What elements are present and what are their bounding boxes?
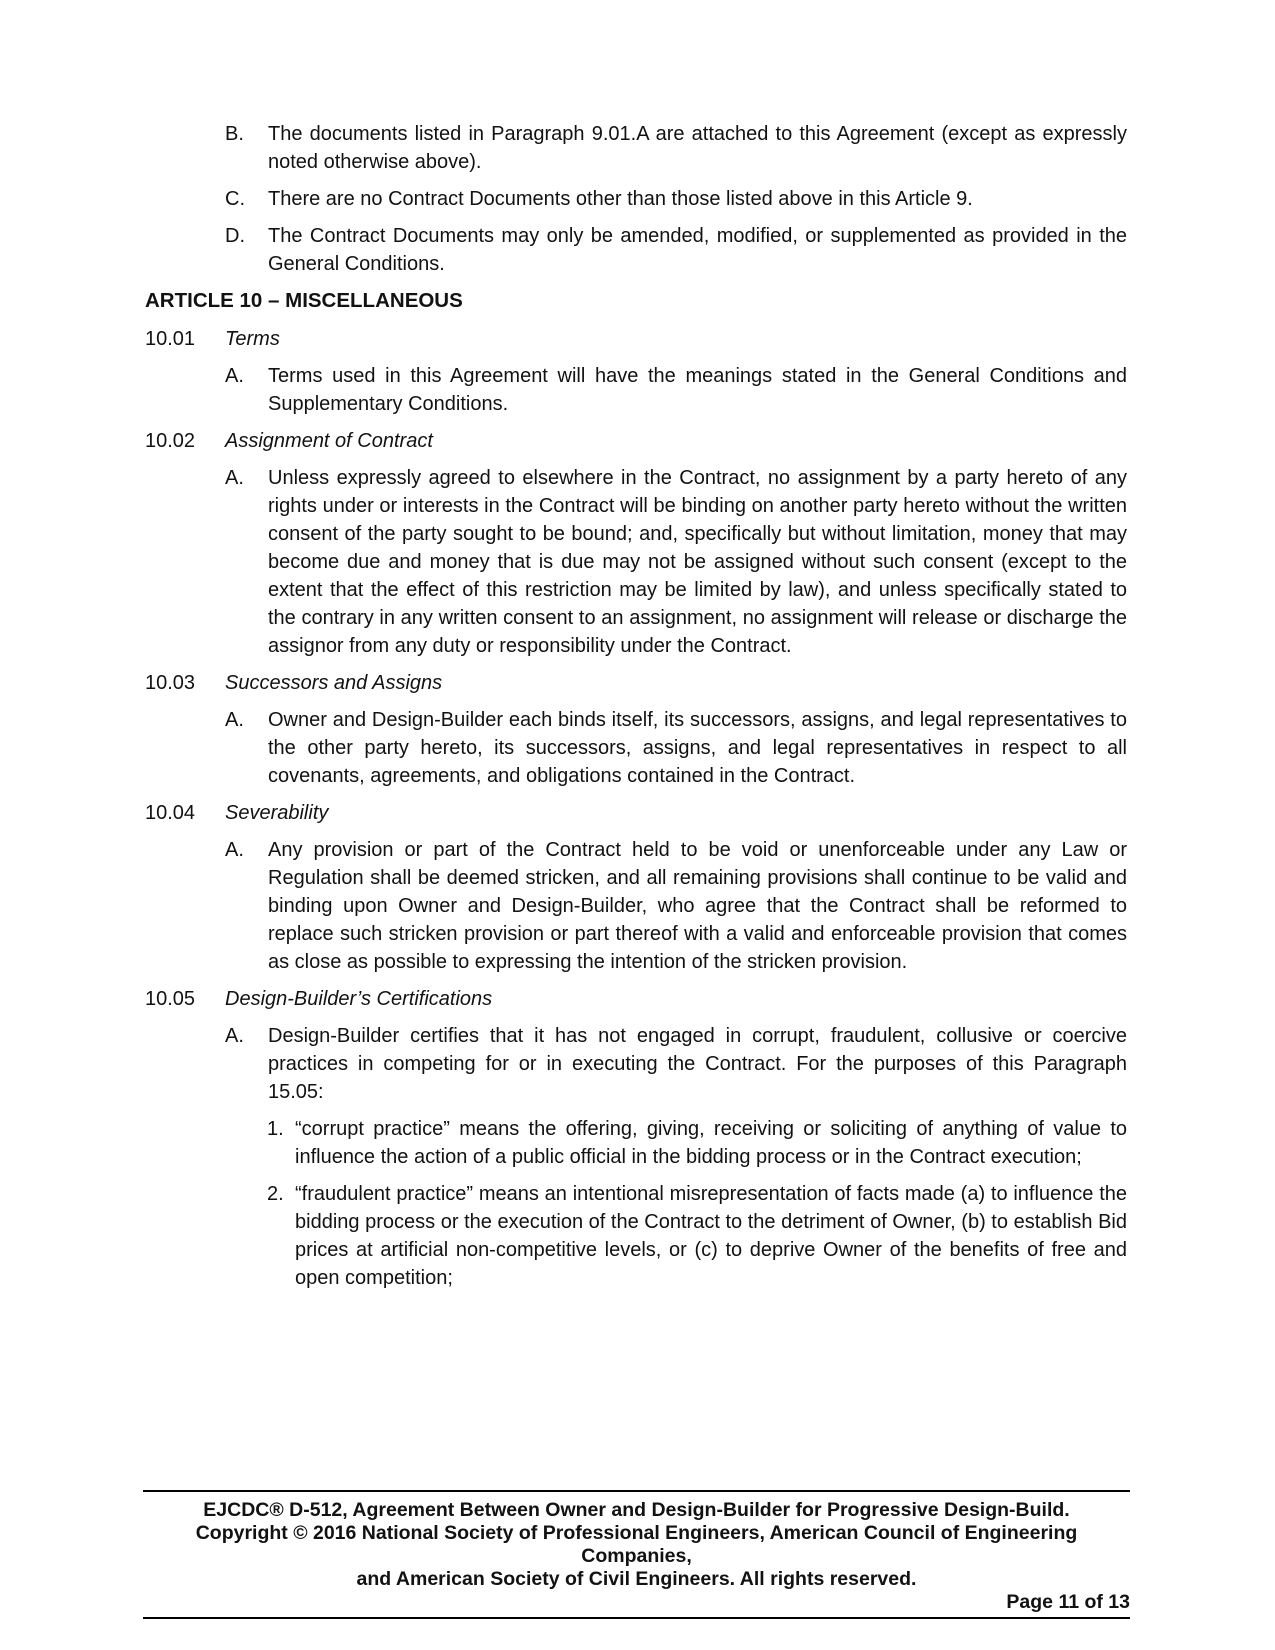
list-item-marker: A. bbox=[225, 709, 244, 731]
section-title: Assignment of Contract bbox=[225, 430, 433, 452]
list-item-marker: A. bbox=[225, 1025, 244, 1047]
section-heading bbox=[145, 427, 1127, 455]
list-item bbox=[225, 222, 1127, 278]
list-item bbox=[225, 836, 1127, 976]
section-heading bbox=[145, 985, 1127, 1013]
article-heading: ARTICLE 10 – MISCELLANEOUS bbox=[145, 289, 463, 312]
document-blocks bbox=[145, 120, 1127, 1301]
list-item-text: “corrupt practice” means the offering, giving, receiving or soliciting of anything of value to influence the action of a public official in the bidding process or in the Contract execution; bbox=[295, 1118, 1127, 1168]
list-item-marker: A. bbox=[225, 839, 244, 861]
list-item bbox=[225, 362, 1127, 418]
list-item-marker: 1. bbox=[267, 1118, 284, 1140]
list-item-text: Owner and Design-Builder each binds itself, its successors, assigns, and legal representatives to the other party hereto, its successors, assigns, and legal representatives in respect to all covenants, agreements, and obligations contained in the Contract. bbox=[268, 709, 1127, 787]
section-title: Successors and Assigns bbox=[225, 672, 443, 694]
list-item-text: “fraudulent practice” means an intentional misrepresentation of facts made (a) to influence the bidding process or the execution of the Contract to the detriment of Owner, (b) to establish Bid prices at artificial non-competitive levels, or (c) to deprive Owner of the benefits of free and open competition; bbox=[295, 1183, 1127, 1289]
footer-rights-line: and American Society of Civil Engineers. All rights reserved. bbox=[356, 1568, 917, 1590]
section-title: Terms bbox=[225, 328, 280, 350]
section-number: 10.02 bbox=[145, 430, 196, 452]
list-item bbox=[225, 706, 1127, 790]
list-item bbox=[225, 185, 1127, 213]
list-item-text: Design-Builder certifies that it has not engaged in corrupt, fraudulent, collusive or coercive practices in competing for or in executing the Contract. For the purposes of this Paragraph 15.05: bbox=[268, 1025, 1127, 1103]
list-item-marker: A. bbox=[225, 365, 244, 387]
footer-title-line: EJCDC® D-512, Agreement Between Owner and Design-Builder for Progressive Design-Build. bbox=[203, 1499, 1070, 1521]
list-item bbox=[225, 120, 1127, 176]
section-number: 10.04 bbox=[145, 802, 196, 824]
section-number: 10.01 bbox=[145, 328, 196, 350]
section-heading bbox=[145, 325, 1127, 353]
list-item bbox=[267, 1180, 1127, 1292]
footer-copyright-line: Copyright © 2016 National Society of Professional Engineers, American Council of Engineering Companies, bbox=[195, 1522, 1078, 1567]
list-item-text: There are no Contract Documents other than those listed above in this Article 9. bbox=[268, 188, 973, 210]
section-title: Severability bbox=[225, 802, 329, 824]
section-heading bbox=[145, 799, 1127, 827]
list-item-marker: B. bbox=[225, 123, 244, 145]
section-heading bbox=[145, 669, 1127, 697]
list-item-text: Any provision or part of the Contract held to be void or unenforceable under any Law or Regulation shall be deemed stricken, and all remaining provisions shall continue to be valid and binding upon Owner and Design-Builder, who agree that the Contract shall be reformed to replace such stricken provision or part thereof with a valid and enforceable provision that comes as close as possible to expressing the intention of the stricken provision. bbox=[268, 839, 1127, 973]
list-item-marker: D. bbox=[225, 225, 245, 247]
section-number: 10.03 bbox=[145, 672, 196, 694]
list-item bbox=[267, 1115, 1127, 1171]
list-item-marker: A. bbox=[225, 467, 244, 489]
section-title: Design-Builder’s Certifications bbox=[225, 988, 493, 1010]
list-item-text: The Contract Documents may only be amended, modified, or supplemented as provided in the General Conditions. bbox=[268, 225, 1127, 275]
page-footer bbox=[143, 1490, 1130, 1619]
list-item-marker: C. bbox=[225, 188, 245, 210]
list-item-text: The documents listed in Paragraph 9.01.A are attached to this Agreement (except as expressly noted otherwise above). bbox=[268, 123, 1127, 173]
list-item bbox=[225, 464, 1127, 660]
list-item-marker: 2. bbox=[267, 1183, 284, 1205]
section-number: 10.05 bbox=[145, 988, 196, 1010]
list-item-text: Unless expressly agreed to elsewhere in the Contract, no assignment by a party hereto of any rights under or interests in the Contract will be binding on another party hereto without the written consent of the party sought to be bound; and, specifically but without limitation, money that may become due and money that is due may not be assigned without such consent (except to the extent that the effect of this restriction may be limited by law), and unless specifically stated to the contrary in any written consent to an assignment, no assignment will release or discharge the assignor from any duty or responsibility under the Contract. bbox=[268, 467, 1127, 657]
list-item bbox=[225, 1022, 1127, 1106]
list-item-text: Terms used in this Agreement will have the meanings stated in the General Conditions and Supplementary Conditions. bbox=[268, 365, 1127, 415]
page-number: Page 11 of 13 bbox=[1006, 1591, 1130, 1613]
